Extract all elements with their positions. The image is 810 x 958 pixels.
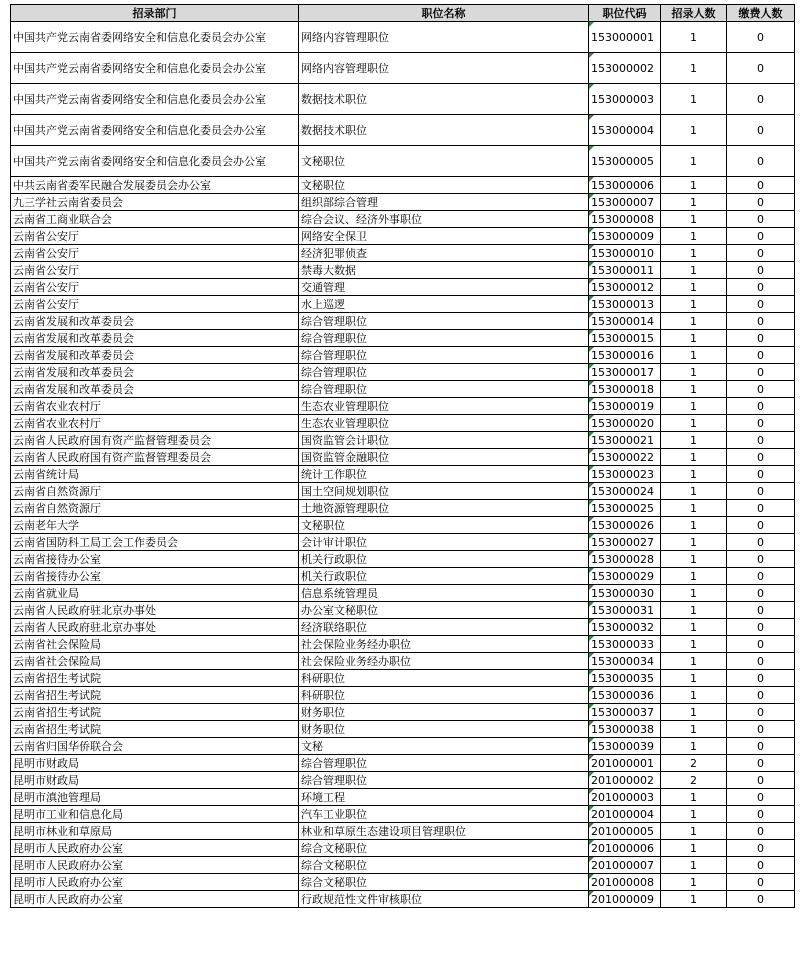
cell-code: 153000021	[589, 432, 661, 449]
cell-code: 153000024	[589, 483, 661, 500]
cell-code: 153000025	[589, 500, 661, 517]
cell-fee: 0	[727, 466, 795, 483]
cell-recruit: 1	[661, 857, 727, 874]
cell-position: 水上巡逻	[299, 296, 589, 313]
cell-position: 汽车工业职位	[299, 806, 589, 823]
cell-fee: 0	[727, 500, 795, 517]
cell-recruit: 1	[661, 381, 727, 398]
cell-code: 153000010	[589, 245, 661, 262]
cell-department: 云南省发展和改革委员会	[11, 330, 299, 347]
cell-department: 云南省招生考试院	[11, 687, 299, 704]
cell-recruit: 1	[661, 466, 727, 483]
table-row	[11, 585, 795, 602]
table-row	[11, 687, 795, 704]
cell-recruit: 1	[661, 602, 727, 619]
cell-code: 201000008	[589, 874, 661, 891]
cell-fee: 0	[727, 146, 795, 177]
cell-fee: 0	[727, 857, 795, 874]
cell-fee: 0	[727, 568, 795, 585]
cell-position: 综合管理职位	[299, 772, 589, 789]
cell-recruit: 1	[661, 840, 727, 857]
table-row	[11, 840, 795, 857]
table-row	[11, 22, 795, 53]
cell-position: 文秘	[299, 738, 589, 755]
table-row	[11, 84, 795, 115]
cell-recruit: 1	[661, 483, 727, 500]
cell-fee: 0	[727, 262, 795, 279]
cell-fee: 0	[727, 364, 795, 381]
cell-department: 中共云南省委军民融合发展委员会办公室	[11, 177, 299, 194]
cell-recruit: 1	[661, 415, 727, 432]
cell-fee: 0	[727, 211, 795, 228]
cell-fee: 0	[727, 704, 795, 721]
cell-code: 153000030	[589, 585, 661, 602]
cell-code: 153000027	[589, 534, 661, 551]
cell-recruit: 1	[661, 517, 727, 534]
cell-recruit: 1	[661, 585, 727, 602]
cell-department: 中国共产党云南省委网络安全和信息化委员会办公室	[11, 115, 299, 146]
cell-department: 昆明市工业和信息化局	[11, 806, 299, 823]
cell-fee: 0	[727, 823, 795, 840]
cell-code: 153000020	[589, 415, 661, 432]
cell-recruit: 1	[661, 449, 727, 466]
cell-fee: 0	[727, 313, 795, 330]
cell-department: 云南省公安厅	[11, 262, 299, 279]
cell-code: 153000023	[589, 466, 661, 483]
header-code: 职位代码	[589, 5, 661, 22]
table-row	[11, 500, 795, 517]
cell-department: 云南省人民政府国有资产监督管理委员会	[11, 449, 299, 466]
table-row	[11, 364, 795, 381]
cell-position: 综合管理职位	[299, 364, 589, 381]
cell-department: 中国共产党云南省委网络安全和信息化委员会办公室	[11, 146, 299, 177]
cell-department: 云南省公安厅	[11, 228, 299, 245]
table-row	[11, 483, 795, 500]
cell-recruit: 1	[661, 687, 727, 704]
cell-fee: 0	[727, 194, 795, 211]
table-row	[11, 449, 795, 466]
table-row	[11, 670, 795, 687]
cell-position: 林业和草原生态建设项目管理职位	[299, 823, 589, 840]
cell-fee: 0	[727, 177, 795, 194]
cell-code: 153000029	[589, 568, 661, 585]
cell-position: 信息系统管理员	[299, 585, 589, 602]
table-row	[11, 636, 795, 653]
cell-recruit: 1	[661, 500, 727, 517]
cell-recruit: 1	[661, 636, 727, 653]
cell-position: 网络内容管理职位	[299, 22, 589, 53]
table-row	[11, 211, 795, 228]
cell-position: 生态农业管理职位	[299, 415, 589, 432]
cell-department: 昆明市财政局	[11, 772, 299, 789]
cell-department: 云南省公安厅	[11, 296, 299, 313]
table-row	[11, 330, 795, 347]
cell-department: 云南省归国华侨联合会	[11, 738, 299, 755]
cell-department: 昆明市人民政府办公室	[11, 874, 299, 891]
cell-code: 153000012	[589, 279, 661, 296]
cell-fee: 0	[727, 449, 795, 466]
cell-recruit: 1	[661, 721, 727, 738]
table-row	[11, 262, 795, 279]
cell-recruit: 1	[661, 534, 727, 551]
cell-fee: 0	[727, 602, 795, 619]
cell-department: 昆明市人民政府办公室	[11, 891, 299, 908]
cell-position: 社会保险业务经办职位	[299, 636, 589, 653]
cell-code: 153000009	[589, 228, 661, 245]
cell-position: 禁毒大数据	[299, 262, 589, 279]
table-row	[11, 381, 795, 398]
cell-position: 行政规范性文件审核职位	[299, 891, 589, 908]
cell-code: 153000003	[589, 84, 661, 115]
cell-recruit: 1	[661, 891, 727, 908]
cell-fee: 0	[727, 670, 795, 687]
table-row	[11, 347, 795, 364]
cell-position: 文秘职位	[299, 146, 589, 177]
header-position: 职位名称	[299, 5, 589, 22]
cell-position: 会计审计职位	[299, 534, 589, 551]
cell-recruit: 1	[661, 313, 727, 330]
table-row	[11, 415, 795, 432]
cell-fee: 0	[727, 84, 795, 115]
cell-position: 国资监管金融职位	[299, 449, 589, 466]
table-row	[11, 823, 795, 840]
cell-recruit: 2	[661, 772, 727, 789]
cell-department: 云南省工商业联合会	[11, 211, 299, 228]
cell-position: 国资监管会计职位	[299, 432, 589, 449]
cell-position: 综合会议、经济外事职位	[299, 211, 589, 228]
cell-department: 云南省就业局	[11, 585, 299, 602]
cell-fee: 0	[727, 789, 795, 806]
cell-fee: 0	[727, 619, 795, 636]
cell-department: 云南省农业农村厅	[11, 398, 299, 415]
cell-code: 153000002	[589, 53, 661, 84]
cell-fee: 0	[727, 245, 795, 262]
cell-position: 文秘职位	[299, 177, 589, 194]
cell-recruit: 1	[661, 296, 727, 313]
cell-position: 经济犯罪侦查	[299, 245, 589, 262]
cell-recruit: 2	[661, 755, 727, 772]
cell-fee: 0	[727, 228, 795, 245]
cell-department: 云南省发展和改革委员会	[11, 313, 299, 330]
table-row	[11, 874, 795, 891]
cell-department: 九三学社云南省委员会	[11, 194, 299, 211]
cell-position: 科研职位	[299, 670, 589, 687]
cell-department: 云南省公安厅	[11, 279, 299, 296]
cell-position: 网络内容管理职位	[299, 53, 589, 84]
cell-code: 153000026	[589, 517, 661, 534]
table-row	[11, 146, 795, 177]
table-row	[11, 245, 795, 262]
cell-position: 文秘职位	[299, 517, 589, 534]
cell-position: 财务职位	[299, 721, 589, 738]
cell-code: 153000007	[589, 194, 661, 211]
table-row	[11, 466, 795, 483]
cell-department: 昆明市财政局	[11, 755, 299, 772]
cell-code: 201000005	[589, 823, 661, 840]
cell-fee: 0	[727, 534, 795, 551]
cell-position: 机关行政职位	[299, 551, 589, 568]
cell-recruit: 1	[661, 146, 727, 177]
cell-recruit: 1	[661, 22, 727, 53]
cell-fee: 0	[727, 772, 795, 789]
cell-position: 生态农业管理职位	[299, 398, 589, 415]
cell-recruit: 1	[661, 53, 727, 84]
cell-position: 交通管理	[299, 279, 589, 296]
cell-department: 云南省人民政府国有资产监督管理委员会	[11, 432, 299, 449]
cell-code: 153000005	[589, 146, 661, 177]
cell-fee: 0	[727, 381, 795, 398]
header-recruit: 招录人数	[661, 5, 727, 22]
cell-recruit: 1	[661, 84, 727, 115]
cell-code: 201000003	[589, 789, 661, 806]
cell-code: 153000034	[589, 653, 661, 670]
cell-code: 153000032	[589, 619, 661, 636]
table-row	[11, 653, 795, 670]
cell-recruit: 1	[661, 432, 727, 449]
cell-fee: 0	[727, 687, 795, 704]
cell-fee: 0	[727, 296, 795, 313]
cell-recruit: 1	[661, 874, 727, 891]
cell-code: 153000018	[589, 381, 661, 398]
table-row	[11, 53, 795, 84]
cell-recruit: 1	[661, 347, 727, 364]
table-row	[11, 177, 795, 194]
cell-recruit: 1	[661, 670, 727, 687]
cell-recruit: 1	[661, 619, 727, 636]
cell-recruit: 1	[661, 823, 727, 840]
cell-department: 云南省招生考试院	[11, 704, 299, 721]
cell-code: 153000015	[589, 330, 661, 347]
recruitment-table	[10, 4, 795, 908]
cell-code: 153000036	[589, 687, 661, 704]
cell-recruit: 1	[661, 211, 727, 228]
cell-recruit: 1	[661, 330, 727, 347]
table-row	[11, 806, 795, 823]
cell-position: 组织部综合管理	[299, 194, 589, 211]
table-row	[11, 704, 795, 721]
table-row	[11, 755, 795, 772]
cell-code: 153000038	[589, 721, 661, 738]
cell-position: 土地资源管理职位	[299, 500, 589, 517]
cell-department: 云南省招生考试院	[11, 721, 299, 738]
cell-department: 云南省人民政府驻北京办事处	[11, 619, 299, 636]
cell-position: 综合文秘职位	[299, 840, 589, 857]
header-fee: 缴费人数	[727, 5, 795, 22]
cell-recruit: 1	[661, 279, 727, 296]
table-row	[11, 551, 795, 568]
cell-department: 昆明市滇池管理局	[11, 789, 299, 806]
header-department: 招录部门	[11, 5, 299, 22]
cell-fee: 0	[727, 874, 795, 891]
cell-position: 财务职位	[299, 704, 589, 721]
cell-position: 综合管理职位	[299, 330, 589, 347]
cell-position: 综合文秘职位	[299, 857, 589, 874]
cell-fee: 0	[727, 330, 795, 347]
cell-department: 云南省接待办公室	[11, 551, 299, 568]
cell-recruit: 1	[661, 704, 727, 721]
cell-fee: 0	[727, 738, 795, 755]
cell-recruit: 1	[661, 262, 727, 279]
cell-code: 153000006	[589, 177, 661, 194]
cell-position: 社会保险业务经办职位	[299, 653, 589, 670]
cell-department: 中国共产党云南省委网络安全和信息化委员会办公室	[11, 84, 299, 115]
cell-fee: 0	[727, 517, 795, 534]
cell-fee: 0	[727, 347, 795, 364]
cell-department: 昆明市人民政府办公室	[11, 840, 299, 857]
cell-recruit: 1	[661, 245, 727, 262]
cell-code: 153000017	[589, 364, 661, 381]
cell-code: 201000007	[589, 857, 661, 874]
cell-recruit: 1	[661, 738, 727, 755]
table-body	[11, 22, 795, 908]
cell-recruit: 1	[661, 653, 727, 670]
cell-department: 云南省接待办公室	[11, 568, 299, 585]
table-row	[11, 619, 795, 636]
cell-code: 153000022	[589, 449, 661, 466]
table-row	[11, 738, 795, 755]
cell-department: 中国共产党云南省委网络安全和信息化委员会办公室	[11, 22, 299, 53]
cell-position: 机关行政职位	[299, 568, 589, 585]
table-row	[11, 789, 795, 806]
cell-code: 153000001	[589, 22, 661, 53]
table-row	[11, 194, 795, 211]
cell-department: 昆明市人民政府办公室	[11, 857, 299, 874]
cell-fee: 0	[727, 551, 795, 568]
cell-department: 云南老年大学	[11, 517, 299, 534]
cell-department: 云南省招生考试院	[11, 670, 299, 687]
cell-fee: 0	[727, 755, 795, 772]
cell-recruit: 1	[661, 115, 727, 146]
cell-code: 153000008	[589, 211, 661, 228]
cell-fee: 0	[727, 483, 795, 500]
table-row	[11, 534, 795, 551]
cell-fee: 0	[727, 398, 795, 415]
header-row	[11, 5, 795, 22]
table-row	[11, 517, 795, 534]
cell-fee: 0	[727, 415, 795, 432]
cell-position: 科研职位	[299, 687, 589, 704]
cell-code: 153000014	[589, 313, 661, 330]
cell-code: 153000033	[589, 636, 661, 653]
cell-recruit: 1	[661, 177, 727, 194]
cell-department: 云南省人民政府驻北京办事处	[11, 602, 299, 619]
cell-code: 153000019	[589, 398, 661, 415]
cell-fee: 0	[727, 636, 795, 653]
cell-position: 综合管理职位	[299, 381, 589, 398]
cell-position: 国土空间规划职位	[299, 483, 589, 500]
table-row	[11, 432, 795, 449]
cell-department: 云南省发展和改革委员会	[11, 347, 299, 364]
cell-department: 云南省自然资源厅	[11, 483, 299, 500]
cell-department: 云南省农业农村厅	[11, 415, 299, 432]
table-row	[11, 228, 795, 245]
cell-fee: 0	[727, 53, 795, 84]
cell-position: 数据技术职位	[299, 84, 589, 115]
cell-department: 中国共产党云南省委网络安全和信息化委员会办公室	[11, 53, 299, 84]
cell-code: 153000004	[589, 115, 661, 146]
table-row	[11, 398, 795, 415]
cell-department: 云南省社会保险局	[11, 653, 299, 670]
cell-code: 153000011	[589, 262, 661, 279]
table-row	[11, 279, 795, 296]
table-row	[11, 772, 795, 789]
cell-fee: 0	[727, 840, 795, 857]
cell-code: 153000028	[589, 551, 661, 568]
cell-code: 201000001	[589, 755, 661, 772]
cell-position: 综合管理职位	[299, 347, 589, 364]
table-row	[11, 115, 795, 146]
cell-fee: 0	[727, 891, 795, 908]
cell-recruit: 1	[661, 364, 727, 381]
table-row	[11, 296, 795, 313]
cell-department: 云南省自然资源厅	[11, 500, 299, 517]
cell-position: 综合管理职位	[299, 755, 589, 772]
cell-recruit: 1	[661, 194, 727, 211]
cell-fee: 0	[727, 115, 795, 146]
cell-recruit: 1	[661, 806, 727, 823]
cell-department: 云南省社会保险局	[11, 636, 299, 653]
table-row	[11, 602, 795, 619]
table-row	[11, 721, 795, 738]
table-row	[11, 891, 795, 908]
cell-position: 综合文秘职位	[299, 874, 589, 891]
table-row	[11, 313, 795, 330]
cell-department: 云南省发展和改革委员会	[11, 364, 299, 381]
cell-department: 云南省国防科工局工会工作委员会	[11, 534, 299, 551]
table-row	[11, 568, 795, 585]
cell-recruit: 1	[661, 789, 727, 806]
cell-fee: 0	[727, 279, 795, 296]
cell-fee: 0	[727, 806, 795, 823]
cell-fee: 0	[727, 653, 795, 670]
cell-code: 153000035	[589, 670, 661, 687]
cell-department: 云南省公安厅	[11, 245, 299, 262]
cell-position: 统计工作职位	[299, 466, 589, 483]
cell-code: 153000016	[589, 347, 661, 364]
cell-recruit: 1	[661, 228, 727, 245]
cell-code: 201000002	[589, 772, 661, 789]
cell-fee: 0	[727, 432, 795, 449]
cell-department: 云南省发展和改革委员会	[11, 381, 299, 398]
cell-position: 数据技术职位	[299, 115, 589, 146]
cell-code: 201000006	[589, 840, 661, 857]
cell-fee: 0	[727, 721, 795, 738]
cell-code: 153000013	[589, 296, 661, 313]
cell-fee: 0	[727, 22, 795, 53]
cell-code: 201000004	[589, 806, 661, 823]
cell-position: 办公室文秘职位	[299, 602, 589, 619]
cell-recruit: 1	[661, 551, 727, 568]
cell-code: 201000009	[589, 891, 661, 908]
cell-position: 环境工程	[299, 789, 589, 806]
cell-code: 153000037	[589, 704, 661, 721]
cell-recruit: 1	[661, 568, 727, 585]
cell-position: 综合管理职位	[299, 313, 589, 330]
table-row	[11, 857, 795, 874]
cell-code: 153000039	[589, 738, 661, 755]
cell-department: 昆明市林业和草原局	[11, 823, 299, 840]
cell-fee: 0	[727, 585, 795, 602]
cell-code: 153000031	[589, 602, 661, 619]
cell-position: 经济联络职位	[299, 619, 589, 636]
cell-position: 网络安全保卫	[299, 228, 589, 245]
cell-recruit: 1	[661, 398, 727, 415]
cell-department: 云南省统计局	[11, 466, 299, 483]
